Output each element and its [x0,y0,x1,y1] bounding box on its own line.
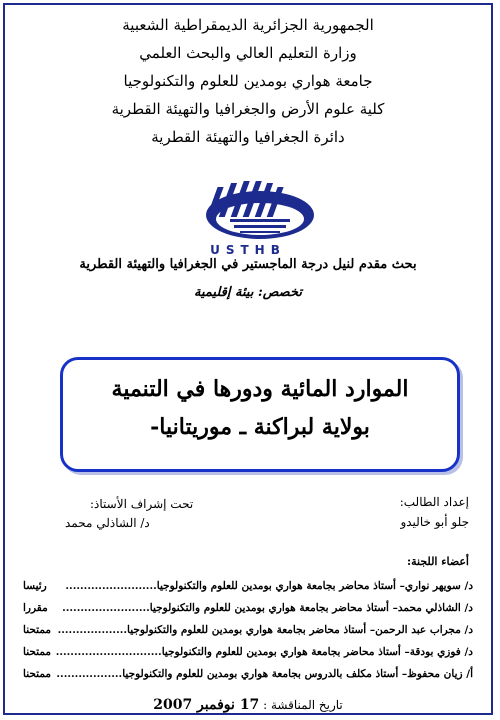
student-label: إعداد الطالب: [399,495,469,509]
logo-text: USTHB [210,243,286,257]
page-border [3,3,493,715]
header-line-faculty: كلية علوم الأرض والجغرافيا والتهيئة القطرية [111,100,385,118]
jury-member-row [23,663,473,685]
jury-role: مقررا [23,602,48,614]
student-name: جلو أبو خاليدو [400,515,469,529]
jury-list [23,575,473,685]
thesis-title-box [60,357,460,472]
jury-role: ممتحنا [23,668,52,680]
degree-statement: بحث مقدم لنيل درجة الماجستير في الجغرافيا والتهيئة القطرية [79,257,417,272]
thesis-title-line-2: بولاية لبراكنة ـ موريتانيا- [150,414,370,440]
header-line-republic: الجمهورية الجزائرية الديمقراطية الشعبية [122,16,374,34]
jury-member: د/ سويهر نواري– أستاذ محاضر بجامعة هواري بومدين للعلوم والتكنولوجيا......................... [65,580,473,592]
thesis-title-line-1: الموارد المائية ودورها في التنمية [111,376,409,402]
defense-date [5,697,491,713]
defense-date-value: 17 نوفمبر 2007 [153,697,260,713]
jury-member-row [23,619,473,641]
jury-member: د/ مجراب عبد الرحمن– أستاذ محاضر بجامعة هواري بومدين للعلوم والتكنولوجيا................... [57,624,473,636]
header-line-ministry: وزارة التعليم العالي والبحث العلمي [139,44,357,62]
jury-role: ممتحنا [23,624,52,636]
header-line-department: دائرة الجغرافيا والتهيئة القطرية [151,128,345,146]
jury-role: رئيسا [23,580,47,592]
specialty: تخصص: بيئة إقليمية [194,285,302,300]
jury-member-row [23,597,473,619]
jury-member-row [23,641,473,663]
jury-member: د/ الشاذلي محمد– أستاذ محاضر بجامعة هواري بومدين للعلوم والتكنولوجيا........................ [62,602,473,614]
defense-date-label: تاريخ المناقشة : [263,698,343,712]
jury-role: ممتحنا [23,646,52,658]
header-line-university: جامعة هواري بومدين للعلوم والتكنولوجيا [123,72,373,90]
institution-header [5,11,491,151]
supervisor-name: د/ الشاذلي محمد [65,516,150,530]
jury-member: أ/ زيان محفوظ– أستاذ مكلف بالدروس بجامعة هواري بومدين للعلوم والتكنولوجيا.................. [56,668,473,680]
jury-member: د/ فوزي بودقة– أستاذ محاضر بجامعة هواري بومدين للعلوم والتكنولوجيا............................. [55,646,473,658]
jury-label: أعضاء اللجنة: [407,555,469,568]
usthb-logo-icon [200,175,320,241]
supervisor-label: تحت إشراف الأستاذ: [90,497,194,511]
jury-member-row [23,575,473,597]
